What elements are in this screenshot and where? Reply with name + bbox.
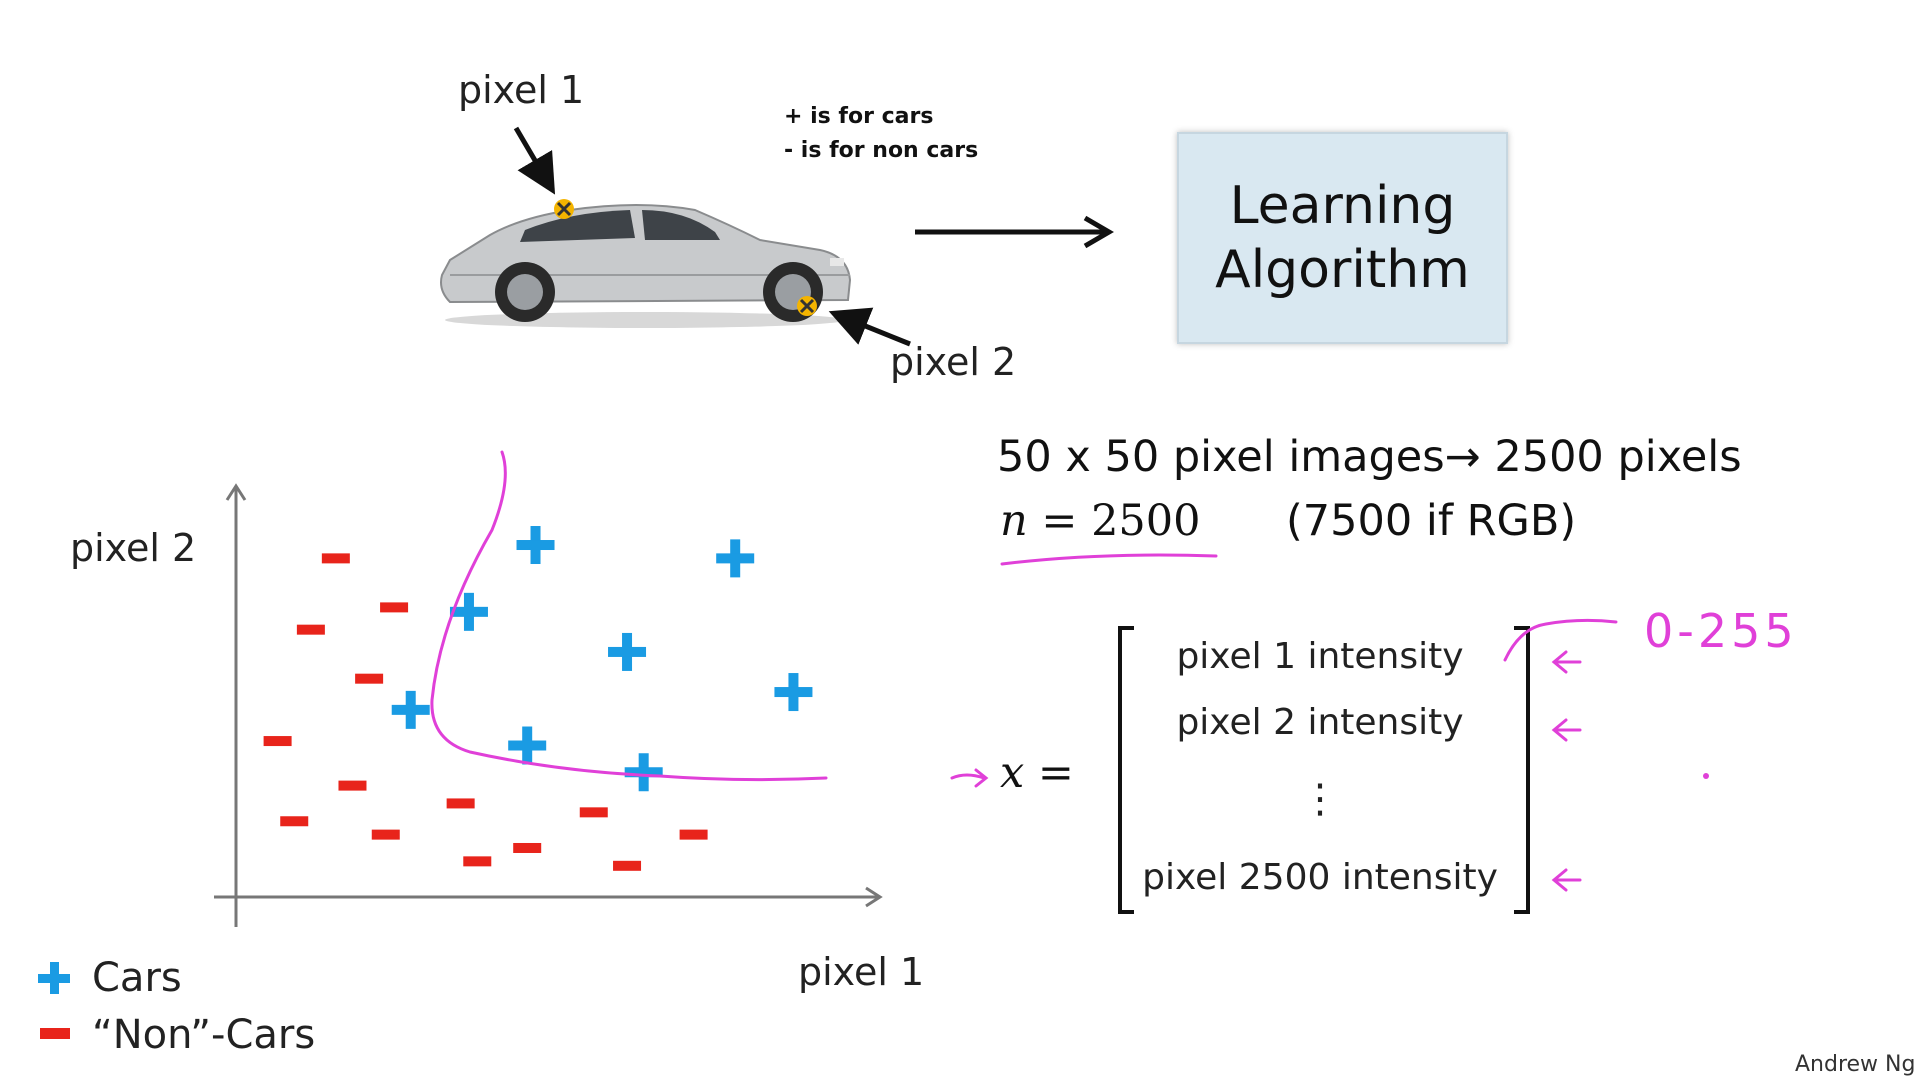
plot-x-label: pixel 1 [798, 950, 925, 994]
note-noncars: - is for non cars [784, 138, 979, 163]
vector-ellipsis: ⋮ [1300, 776, 1340, 822]
legend-cars-label: Cars [92, 955, 182, 1001]
n-value: = 2500 [1027, 496, 1201, 546]
image-size-statement: 50 x 50 pixel images→ 2500 pixels [997, 432, 1742, 482]
x-equals: = [1024, 748, 1074, 798]
vector-entry-pixel2500: pixel 2500 intensity [1142, 857, 1498, 898]
n-variable: n [1000, 496, 1028, 546]
author-credit: Andrew Ng [1795, 1052, 1916, 1077]
pixel1-label: pixel 1 [458, 68, 585, 112]
legend-noncars-label: “Non”-Cars [92, 1012, 316, 1058]
algorithm-line2: Algorithm [1215, 240, 1470, 300]
vector-entry-pixel1: pixel 1 intensity [1176, 636, 1464, 677]
note-cars: + is for cars [784, 104, 934, 129]
rgb-note: (7500 if RGB) [1286, 496, 1577, 546]
plot-y-label: pixel 2 [70, 526, 197, 570]
range-annotation: 0-255 [1644, 604, 1798, 658]
x-variable: x [1000, 748, 1025, 798]
pixel2-label: pixel 2 [890, 340, 1017, 384]
vector-entry-pixel2: pixel 2 intensity [1176, 702, 1464, 743]
algorithm-line1: Learning [1229, 176, 1456, 236]
